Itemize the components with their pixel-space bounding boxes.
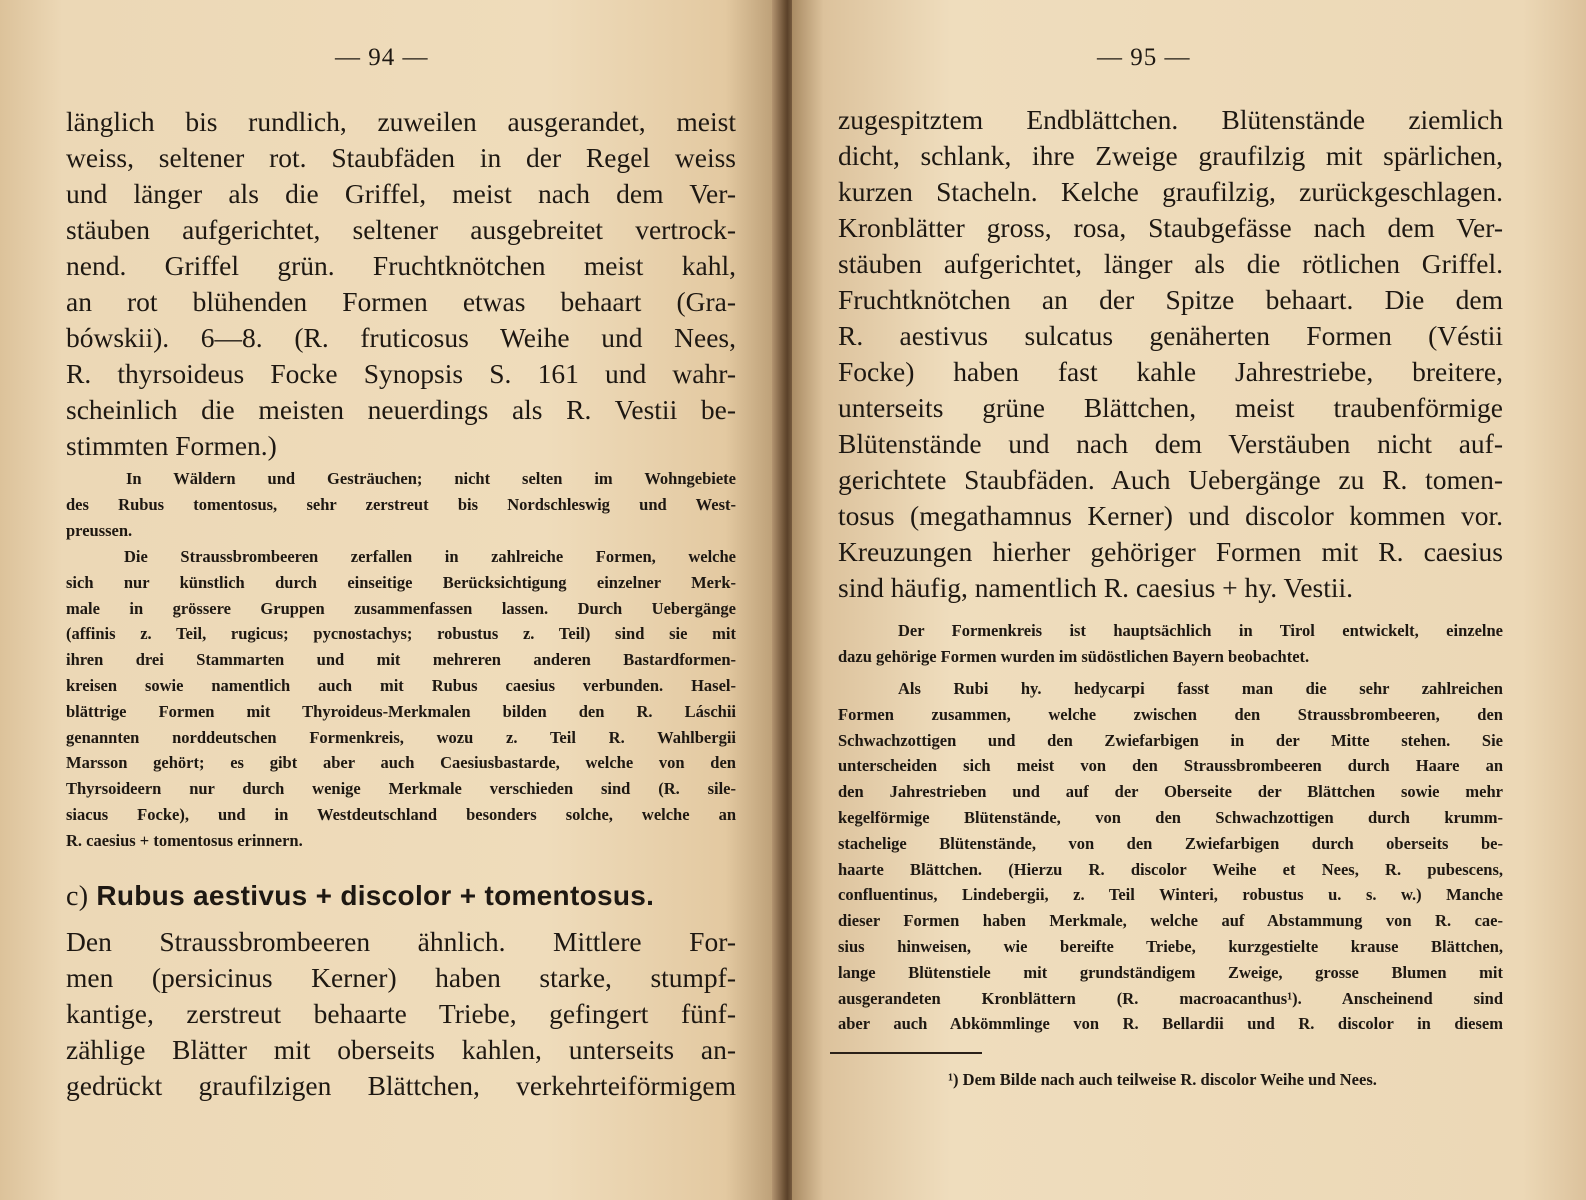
text-line: Den Straussbrombeeren ähnlich. Mittlere For- [66,926,736,957]
body-text [66,104,736,464]
text-line: ausgerandeten Kronblättern (R. macroacanthus¹). Anscheinend sind [838,988,1503,1008]
right-page [792,0,1586,1200]
text-line: ihren drei Stammarten und mit mehreren anderen Bastardformen- [66,650,736,670]
text-line: stimmten Formen.) [66,430,277,461]
text-line: sich nur künstlich durch einseitige Berücksichtigung einzelner Merk- [66,572,736,592]
text-line: gerichtete Staubfäden. Auch Uebergänge zu R. tomen- [838,464,1503,495]
text-line: Die Straussbrombeeren zerfallen in zahlreiche Formen, welche [124,547,736,566]
text-line: nend. Griffel grün. Fruchtknötchen meist kahl, [66,250,736,281]
remarks-note [838,676,1503,1037]
text-line: Focke) haben fast kahle Jahrestriebe, breitere, [838,356,1503,387]
text-line: men (persicinus Kerner) haben starke, stumpf- [66,962,736,993]
text-line: zugespitztem Endblättchen. Blütenstände ziemlich [838,104,1503,135]
remarks-note [66,544,736,854]
text-line: R. thyrsoideus Focke Synopsis S. 161 und wahr- [66,358,736,389]
habitat-note [66,466,736,543]
text-line: stäuben aufgerichtet, seltener ausgebreitet vertrock- [66,214,736,245]
footnote: ¹) Dem Bilde nach auch teilweise R. discolor Weihe und Nees. [948,1070,1377,1089]
text-line: Formen zusammen, welche zwischen den Straussbrombeeren, den [838,704,1503,724]
text-line: den Jahrestrieben und auf der Oberseite der Blättchen sowie mehr [838,782,1503,802]
text-line: sius hinweisen, wie bereifte Triebe, kurzgestielte krause Blättchen, [838,936,1503,956]
text-line: und länger als die Griffel, meist nach dem Ver- [66,178,736,209]
text-line: dieser Formen haben Merkmale, welche auf Abstammung von R. cae- [838,911,1503,931]
text-line: kurzen Stacheln. Kelche graufilzig, zurückgeschlagen. [838,176,1503,207]
text-line: sind häufig, namentlich R. caesius + hy. Vestii. [838,572,1354,603]
text-line: kreisen sowie namentlich auch mit Rubus caesius verbunden. Hasel- [66,675,736,695]
text-line: weiss, seltener rot. Staubfäden in der Regel weiss [66,142,736,173]
page-number: — 94 — [335,44,429,71]
text-line: länglich bis rundlich, zuweilen ausgerandet, meist [66,106,736,137]
text-line: haarte Blättchen. (Hierzu R. discolor Weihe et Nees, R. pubescens, [838,859,1503,879]
text-line: Thyrsoideern nur durch wenige Merkmale verschieden sind (R. sile- [66,779,736,799]
text-line: stachelige Blütenstände, von den Zwiefarbigen durch oberseits be- [838,833,1503,853]
text-line: Schwachzottigen und den Zwiefarbigen in der Mitte stehen. Sie [838,730,1503,750]
text-line: R. caesius + tomentosus erinnern. [66,830,303,850]
section-heading [66,872,736,920]
distribution-note [838,618,1503,670]
text-line: gedrückt graufilzigen Blättchen, verkehrteiförmigem [66,1070,736,1101]
text-line: genannten norddeutschen Formenkreis, wozu z. Teil R. Wahlbergii [66,727,736,747]
text-line: blättrige Formen mit Thyroideus-Merkmalen bilden den R. Láschii [66,701,736,721]
footnote-rule [830,1052,982,1054]
text-line: aber auch Abkömmlinge von R. Bellardii und R. discolor in diesem [838,1014,1503,1034]
left-page [0,0,780,1200]
body-text [838,102,1503,606]
text-line: Marsson gehört; es gibt aber auch Caesiusbastarde, welche von den [66,753,736,773]
page-number: — 95 — [1097,44,1191,71]
text-line: kantige, zerstreut behaarte Triebe, gefingert fünf- [66,998,736,1029]
text-line: In Wäldern und Gesträuchen; nicht selten im Wohngebiete [126,469,736,488]
text-line: confluentinus, Lindebergii, z. Teil Winteri, robustus u. s. w.) Manche [838,885,1503,905]
text-line: Fruchtknötchen an der Spitze behaart. Die dem [838,284,1503,315]
text-line: scheinlich die meisten neuerdings als R. Vestii be- [66,394,736,425]
section-label: c) [66,881,89,912]
text-line: dazu gehörige Formen wurden im südöstlichen Bayern beobachtet. [838,646,1310,666]
text-line: an rot blühenden Formen etwas behaart (Gra- [66,286,736,317]
section-title: Rubus aestivus + discolor + tomentosus. [96,880,655,911]
text-line: lange Blütenstiele mit grundständigem Zweige, grosse Blumen mit [838,962,1503,982]
text-line: tosus (megathamnus Kerner) und discolor kommen vor. [838,500,1503,531]
text-line: zählige Blätter mit oberseits kahlen, unterseits an- [66,1034,736,1065]
text-line: Kronblätter gross, rosa, Staubgefässe nach dem Ver- [838,212,1503,243]
text-line: (affinis z. Teil, rugicus; pycnostachys; robustus z. Teil) sind sie mit [66,624,736,644]
text-line: kegelförmige Blütenstände, von den Schwachzottigen durch krumm- [838,807,1503,827]
text-line: siacus Focke), und in Westdeutschland besonders solche, welche an [66,804,736,824]
text-line: Blütenstände und nach dem Verstäuben nicht auf- [838,428,1503,459]
text-line: Der Formenkreis ist hauptsächlich in Tirol entwickelt, einzelne [898,621,1503,640]
text-line: R. aestivus sulcatus genäherten Formen (Véstii [838,320,1503,351]
text-line: Als Rubi hy. hedycarpi fasst man die sehr zahlreichen [898,679,1503,698]
text-line: dicht, schlank, ihre Zweige graufilzig mit spärlichen, [838,140,1503,171]
text-line: bówskii). 6—8. (R. fruticosus Weihe und Nees, [66,322,736,353]
text-line: unterscheiden sich meist von den Straussbrombeeren durch Haare an [838,756,1503,776]
body-text [66,924,736,1104]
text-line: des Rubus tomentosus, sehr zerstreut bis Nordschleswig und West- [66,494,736,514]
text-line: male in grössere Gruppen zusammenfassen lassen. Durch Uebergänge [66,598,736,618]
text-line: preussen. [66,520,133,540]
text-line: stäuben aufgerichtet, länger als die rötlichen Griffel. [838,248,1503,279]
text-line: Kreuzungen hierher gehöriger Formen mit R. caesius [838,536,1503,567]
text-line: unterseits grüne Blättchen, meist traubenförmige [838,392,1503,423]
